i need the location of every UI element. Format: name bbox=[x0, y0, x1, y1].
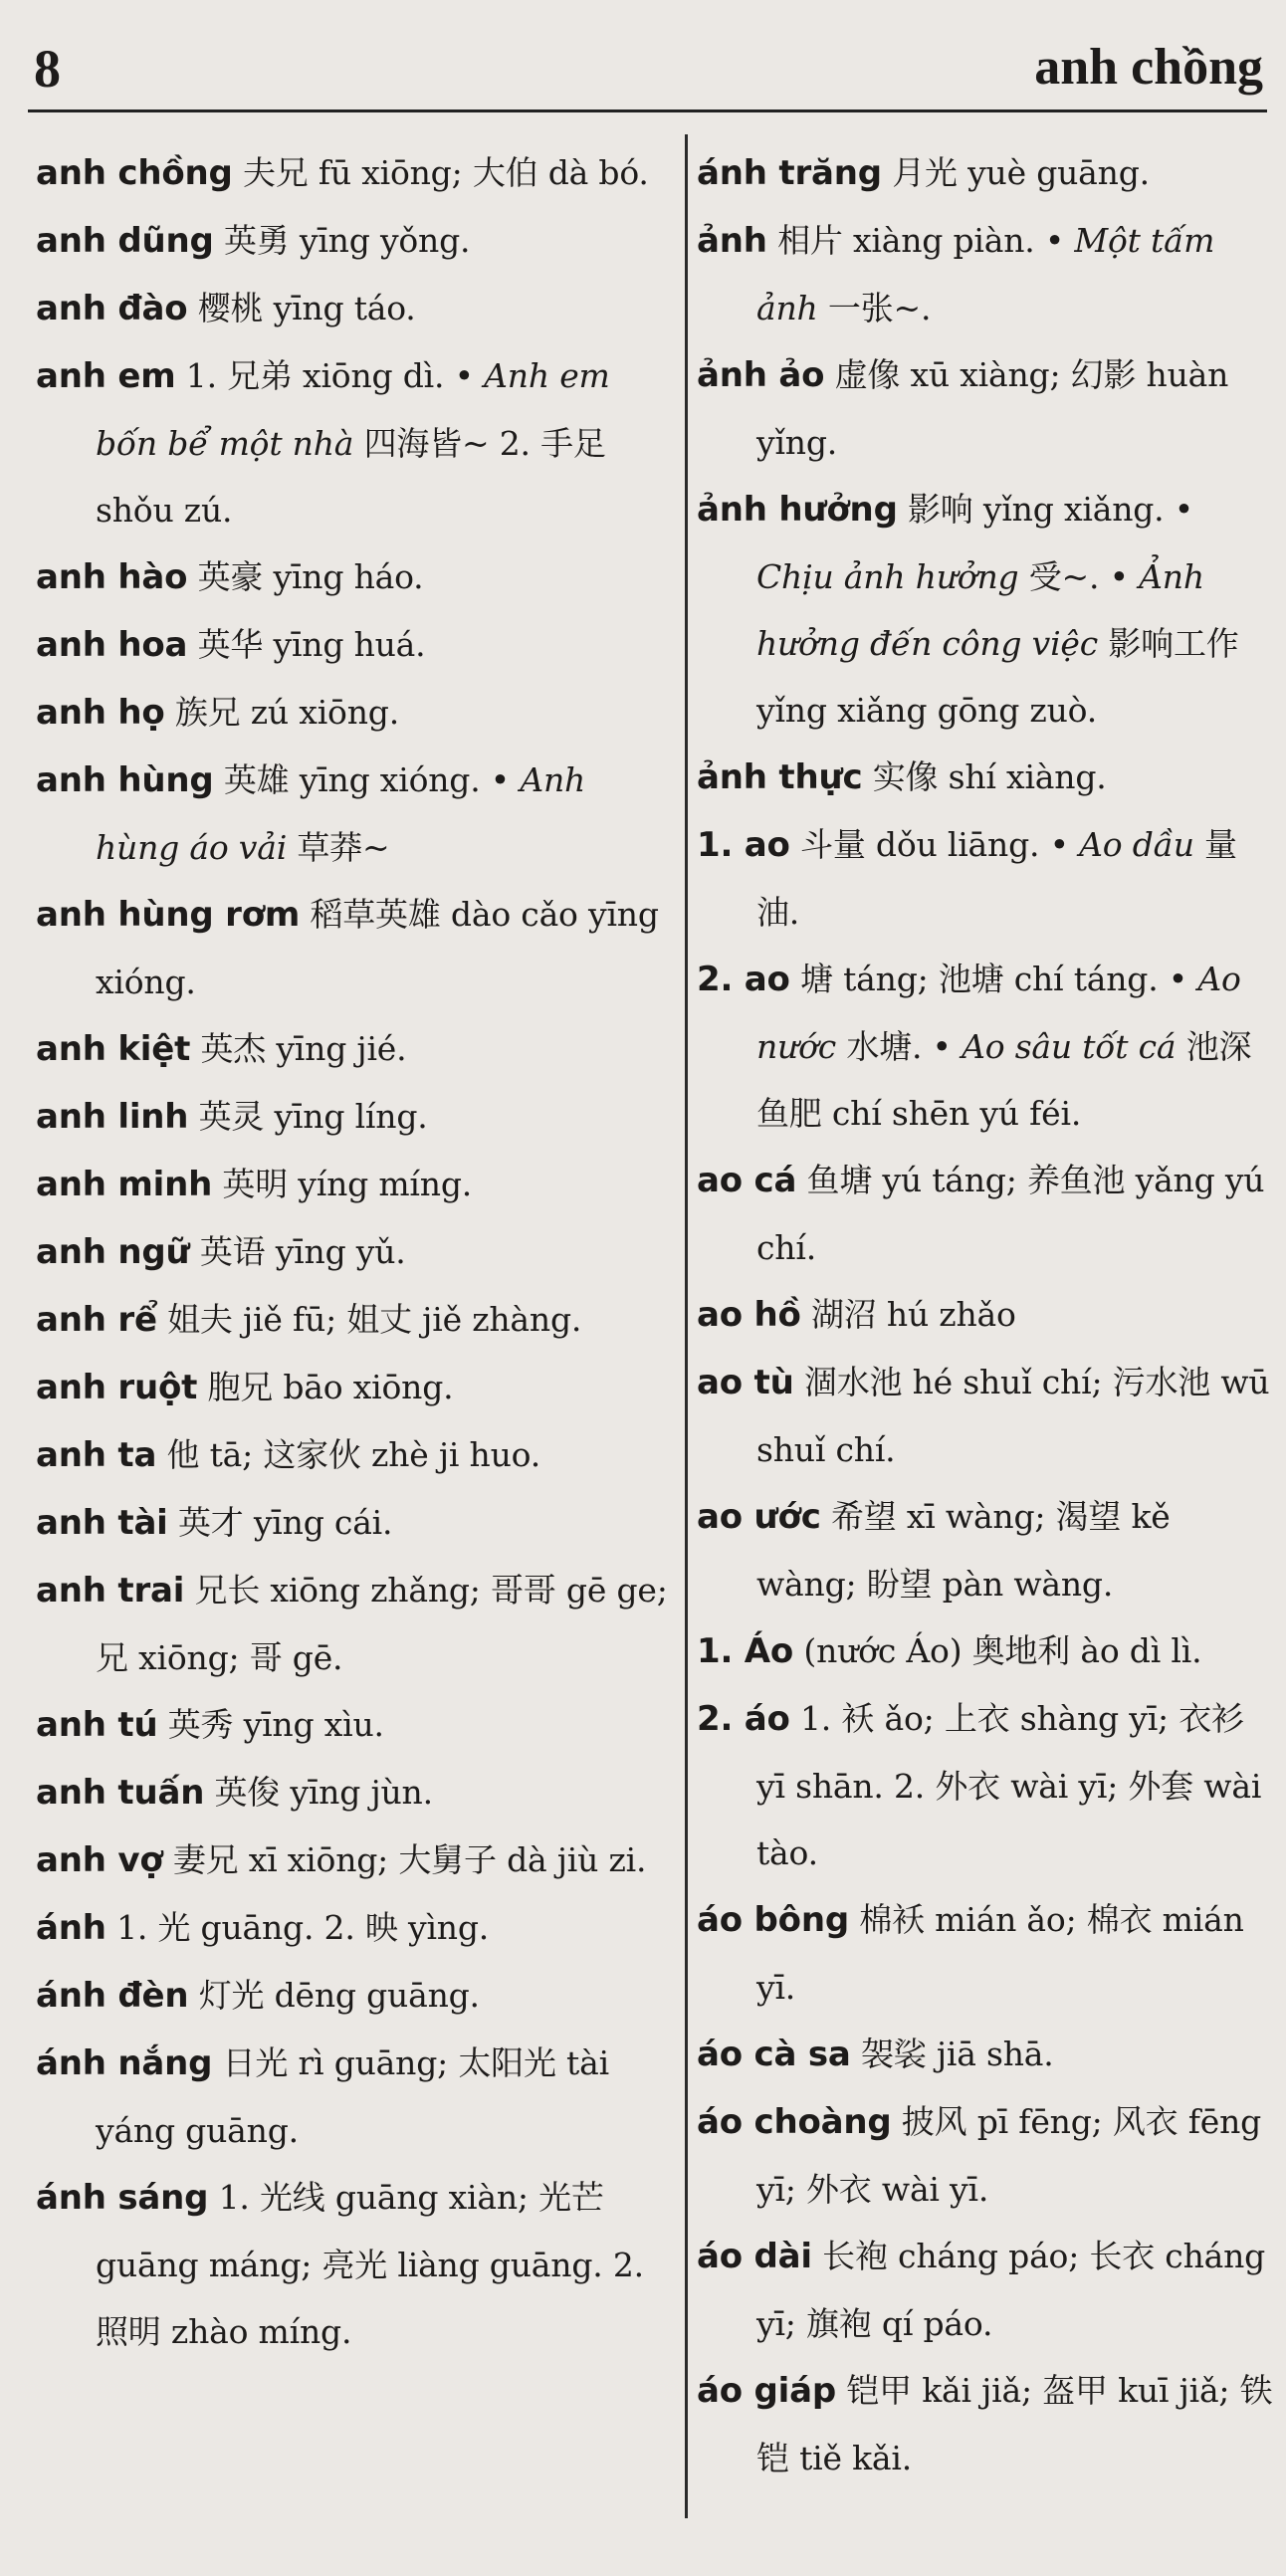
dictionary-entry bbox=[36, 342, 673, 543]
entry-gloss: 希望 xī wàng; 渴望 kě wàng; 盼望 pàn wàng. bbox=[756, 1497, 1171, 1604]
page-number: 8 bbox=[34, 39, 61, 99]
entry-headword: anh hùng rơm bbox=[36, 895, 301, 935]
column-divider bbox=[685, 134, 688, 2518]
entry-headword: 2. ao bbox=[697, 960, 790, 999]
entry-example: Chịu ảnh hưởng bbox=[756, 557, 1019, 596]
entry-headword: anh hùng bbox=[36, 760, 214, 800]
dictionary-entry bbox=[36, 543, 673, 611]
entry-headword: anh kiệt bbox=[36, 1029, 191, 1069]
entry-gloss: 斗量 dǒu liāng. • bbox=[800, 825, 1069, 864]
entry-headword: anh họ bbox=[36, 693, 165, 733]
entry-gloss: 披风 pī fēng; 风衣 fēng yī; 外衣 wài yī. bbox=[756, 2102, 1262, 2209]
entry-gloss: 族兄 zú xiōng. bbox=[174, 693, 399, 732]
dictionary-entry bbox=[697, 2223, 1274, 2357]
entry-gloss: 塘 táng; 池塘 chí táng. • bbox=[800, 960, 1188, 998]
dictionary-entry bbox=[36, 747, 673, 881]
entry-gloss: 湖沼 hú zhǎo bbox=[811, 1295, 1016, 1334]
dictionary-entry bbox=[36, 1218, 673, 1286]
entry-headword: ao ước bbox=[697, 1497, 821, 1537]
entry-gloss: 灯光 dēng guāng. bbox=[198, 1976, 480, 2015]
entry-gloss-continued: 量油. bbox=[756, 825, 1237, 932]
entry-headword: anh vợ bbox=[36, 1840, 163, 1880]
entry-headword: anh tài bbox=[36, 1503, 168, 1543]
entry-gloss: 英勇 yīng yǒng. bbox=[223, 221, 471, 260]
dictionary-entry bbox=[697, 1483, 1274, 1617]
entry-headword: anh ngữ bbox=[36, 1232, 190, 1272]
entry-gloss: 1. 袄 ǎo; 上衣 shàng yī; 衣衫 yī shān. 2. 外衣 wài yī; 外套 wài tào. bbox=[756, 1699, 1262, 1872]
left-column bbox=[36, 139, 673, 2365]
entry-gloss: 胞兄 bāo xiōng. bbox=[207, 1368, 454, 1406]
entry-headword: áo giáp bbox=[697, 2371, 837, 2411]
dictionary-entry bbox=[697, 2088, 1274, 2223]
dictionary-entry bbox=[36, 1489, 673, 1557]
entry-gloss: 英语 yīng yǔ. bbox=[199, 1232, 406, 1271]
entry-gloss: 棉袄 mián ǎo; 棉衣 mián yī. bbox=[756, 1900, 1244, 2007]
entry-gloss: 英才 yīng cái. bbox=[177, 1503, 393, 1542]
dictionary-entry bbox=[36, 1421, 673, 1489]
entry-headword: anh trai bbox=[36, 1571, 185, 1610]
entry-headword: ao hồ bbox=[697, 1295, 801, 1335]
dictionary-entry bbox=[36, 2030, 673, 2164]
entry-example: Ảnh hưởng đến công việc bbox=[756, 557, 1204, 663]
dictionary-entry bbox=[36, 1759, 673, 1826]
entry-headword: ánh bbox=[36, 1908, 107, 1948]
dictionary-entry bbox=[697, 207, 1274, 341]
dictionary-entry bbox=[36, 1826, 673, 1894]
entry-headword: anh minh bbox=[36, 1165, 213, 1204]
entry-gloss: 鱼塘 yú táng; 养鱼池 yǎng yú chí. bbox=[756, 1161, 1265, 1267]
entry-headword: ao cá bbox=[697, 1161, 797, 1200]
entry-example: Một tấm ảnh bbox=[756, 221, 1215, 327]
entry-gloss-continued: 一张~. bbox=[827, 289, 932, 327]
dictionary-entry bbox=[36, 1557, 673, 1691]
entry-headword: anh linh bbox=[36, 1097, 189, 1137]
dictionary-entry bbox=[697, 744, 1274, 811]
entry-headword: áo choàng bbox=[697, 2102, 892, 2142]
dictionary-entry bbox=[36, 1083, 673, 1151]
dictionary-entry bbox=[697, 1685, 1274, 1886]
entry-headword: áo dài bbox=[697, 2237, 812, 2276]
entry-gloss-continued: 水塘. • bbox=[846, 1027, 952, 1066]
entry-headword: ánh nắng bbox=[36, 2043, 213, 2083]
entry-headword: anh rể bbox=[36, 1300, 157, 1340]
entry-gloss: (nước Áo) 奥地利 ào dì lì. bbox=[803, 1631, 1202, 1670]
dictionary-entry bbox=[36, 881, 673, 1015]
dictionary-entry bbox=[36, 1354, 673, 1421]
entry-gloss: 英雄 yīng xióng. • bbox=[223, 760, 511, 799]
dictionary-entry bbox=[36, 1015, 673, 1083]
dictionary-entry bbox=[697, 1617, 1274, 1685]
entry-example: Ao nước bbox=[756, 960, 1241, 1066]
dictionary-entry bbox=[36, 139, 673, 207]
entry-headword: anh hoa bbox=[36, 625, 188, 665]
dictionary-entry bbox=[36, 611, 673, 679]
entry-headword: anh đào bbox=[36, 289, 188, 328]
right-column bbox=[697, 139, 1274, 2491]
entry-headword: 1. ao bbox=[697, 825, 790, 865]
entry-gloss: 夫兄 fū xiōng; 大伯 dà bó. bbox=[242, 153, 649, 192]
entry-gloss: 英华 yīng huá. bbox=[197, 625, 426, 664]
entry-headword: ảnh hưởng bbox=[697, 490, 898, 530]
entry-gloss: 铠甲 kǎi jiǎ; 盔甲 kuī jiǎ; 铁铠 tiě kǎi. bbox=[756, 2371, 1273, 2477]
entry-headword: anh tú bbox=[36, 1705, 158, 1745]
entry-headword: ao tù bbox=[697, 1363, 794, 1402]
entry-gloss: 1. 光线 guāng xiàn; 光芒 guāng máng; 亮光 liàng guāng. 2. 照明 zhào míng. bbox=[96, 2178, 644, 2351]
dictionary-entry bbox=[697, 1349, 1274, 1483]
entry-gloss: 1. 光 guāng. 2. 映 yìng. bbox=[116, 1908, 490, 1947]
entry-headword: anh hào bbox=[36, 557, 188, 597]
entry-gloss-continued: 影响工作 yǐng xiǎng gōng zuò. bbox=[756, 624, 1239, 730]
entry-gloss: 相片 xiàng piàn. • bbox=[777, 221, 1065, 260]
entry-headword: 2. áo bbox=[697, 1699, 790, 1739]
entry-gloss: 稻草英雄 dào cǎo yīng xióng. bbox=[96, 895, 659, 1001]
entry-gloss: 他 tā; 这家伙 zhè ji huo. bbox=[166, 1435, 541, 1474]
entry-gloss: 英俊 yīng jùn. bbox=[214, 1773, 433, 1812]
dictionary-entry bbox=[36, 1962, 673, 2030]
entry-gloss: 月光 yuè guāng. bbox=[892, 153, 1150, 192]
entry-gloss-continued: 池深鱼肥 chí shēn yú féi. bbox=[756, 1027, 1252, 1133]
dictionary-entry bbox=[36, 207, 673, 275]
entry-example: Anh hùng áo vải bbox=[96, 760, 586, 867]
entry-headword: ánh đèn bbox=[36, 1976, 189, 2016]
dictionary-entry bbox=[36, 1691, 673, 1759]
entry-gloss: 姐夫 jiě fū; 姐丈 jiě zhàng. bbox=[167, 1300, 582, 1339]
entry-gloss: 英秀 yīng xìu. bbox=[167, 1705, 384, 1744]
dictionary-entry bbox=[36, 1894, 673, 1962]
entry-headword: 1. Áo bbox=[697, 1631, 794, 1671]
running-head: anh chồng bbox=[1034, 39, 1263, 96]
entry-gloss: 妻兄 xī xiōng; 大舅子 dà jiù zi. bbox=[172, 1840, 647, 1879]
dictionary-entry bbox=[697, 1147, 1274, 1281]
dictionary-entry bbox=[36, 679, 673, 747]
entry-headword: ảnh thực bbox=[697, 757, 863, 797]
entry-example: Ao sâu tốt cá bbox=[962, 1027, 1177, 1066]
entry-headword: anh dũng bbox=[36, 221, 214, 261]
entry-gloss-continued: 四海皆~ 2. 手足 shǒu zú. bbox=[96, 424, 606, 530]
entry-gloss: 长袍 cháng páo; 长衣 cháng yī; 旗袍 qí páo. bbox=[756, 2237, 1266, 2343]
dictionary-entry bbox=[697, 341, 1274, 476]
entry-headword: ảnh ảo bbox=[697, 355, 825, 395]
entry-headword: ánh sáng bbox=[36, 2178, 209, 2218]
entry-gloss: 兄长 xiōng zhǎng; 哥哥 gē ge; 兄 xiōng; 哥 gē. bbox=[96, 1571, 668, 1677]
entry-example: Ao dầu bbox=[1079, 825, 1194, 864]
dictionary-entry bbox=[697, 2021, 1274, 2088]
entry-gloss: 英灵 yīng líng. bbox=[198, 1097, 428, 1136]
entry-gloss: 影响 yǐng xiǎng. • bbox=[908, 490, 1194, 529]
entry-gloss: 袈裟 jiā shā. bbox=[860, 2035, 1054, 2073]
entry-headword: ảnh bbox=[697, 221, 767, 261]
entry-gloss: 实像 shí xiàng. bbox=[872, 757, 1107, 796]
entry-headword: ánh trăng bbox=[697, 153, 882, 193]
dictionary-entry bbox=[697, 811, 1274, 946]
entry-headword: anh tuấn bbox=[36, 1773, 205, 1813]
entry-headword: anh chồng bbox=[36, 153, 233, 193]
entry-gloss-continued: 草莽~ bbox=[297, 828, 390, 867]
entry-headword: anh ruột bbox=[36, 1368, 198, 1407]
entry-headword: áo bông bbox=[697, 1900, 849, 1940]
entry-gloss: 虚像 xū xiàng; 幻影 huàn yǐng. bbox=[756, 355, 1229, 462]
entry-headword: áo cà sa bbox=[697, 2035, 851, 2074]
dictionary-entry bbox=[36, 1151, 673, 1218]
dictionary-entry bbox=[697, 476, 1274, 744]
entry-gloss: 樱桃 yīng táo. bbox=[197, 289, 416, 327]
dictionary-entry bbox=[697, 946, 1274, 1147]
entry-gloss-continued: 受~. • bbox=[1028, 557, 1129, 596]
page-header bbox=[28, 30, 1267, 112]
dictionary-entry bbox=[36, 275, 673, 342]
entry-gloss: 英豪 yīng háo. bbox=[197, 557, 424, 596]
dictionary-entry bbox=[36, 2164, 673, 2365]
dictionary-entry bbox=[697, 1281, 1274, 1349]
dictionary-entry bbox=[697, 1886, 1274, 2021]
entry-gloss: 日光 rì guāng; 太阳光 tài yáng guāng. bbox=[96, 2043, 609, 2150]
entry-gloss: 1. 兄弟 xiōng dì. • bbox=[185, 356, 474, 395]
dictionary-entry bbox=[697, 2357, 1274, 2491]
dictionary-entry bbox=[697, 139, 1274, 207]
entry-headword: anh ta bbox=[36, 1435, 157, 1475]
entry-example: Anh em bốn bể một nhà bbox=[96, 356, 610, 463]
entry-gloss: 英杰 yīng jié. bbox=[200, 1029, 407, 1068]
dictionary-entry bbox=[36, 1286, 673, 1354]
entry-headword: anh em bbox=[36, 356, 176, 396]
entry-gloss: 英明 yíng míng. bbox=[222, 1165, 473, 1203]
entry-gloss: 涸水池 hé shuǐ chí; 污水池 wū shuǐ chí. bbox=[756, 1363, 1270, 1469]
